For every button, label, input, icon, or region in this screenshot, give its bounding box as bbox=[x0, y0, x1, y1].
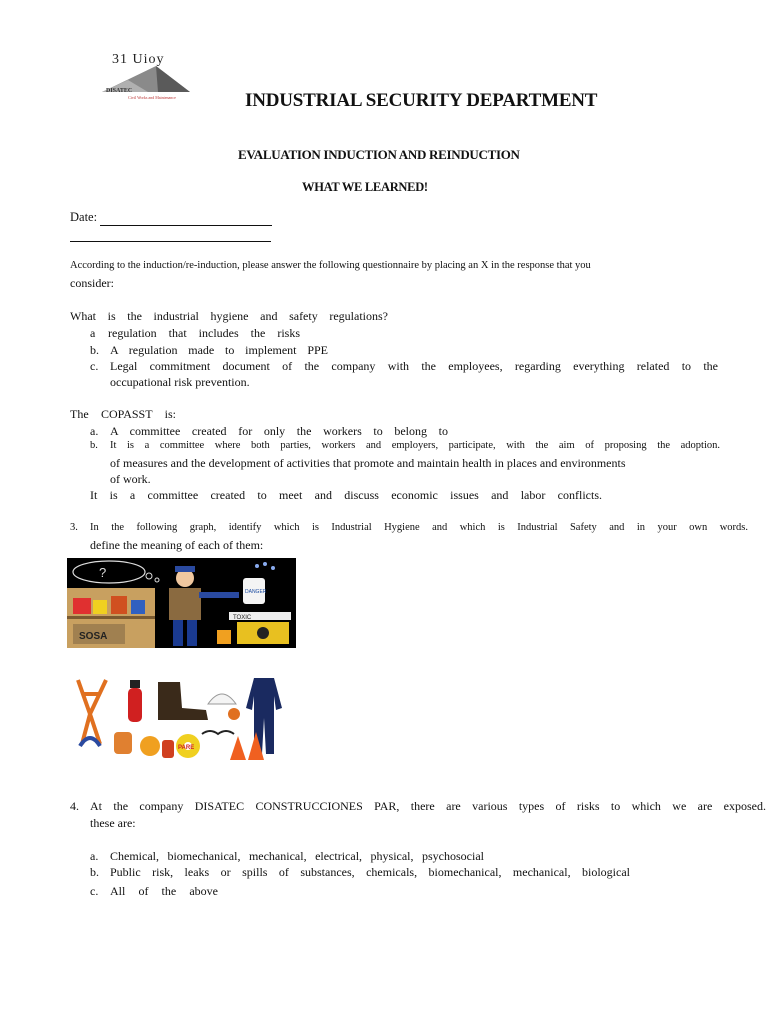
q4-number: 4. bbox=[70, 799, 79, 813]
q2-option-b-line-1[interactable]: It is a committee where both parties, workers and employers, participate, with the aim of proposing the adoption. bbox=[110, 440, 720, 451]
q4-option-b[interactable]: Public risk, leaks or spills of substances, chemicals, biomechanical, mechanical, biological bbox=[110, 865, 630, 879]
safety-ppe-illustration bbox=[70, 674, 292, 766]
logo-text: 31 Uioy bbox=[112, 52, 165, 67]
q4-line-1: At the company DISATEC CONSTRUCCIONES PAR, there are various types of risks to which we are exposed. bbox=[90, 799, 766, 813]
q2-option-c[interactable]: It is a committee created to meet and discuss economic issues and labor conflicts. bbox=[90, 488, 602, 502]
logo-brand: DISATEC bbox=[106, 88, 133, 94]
q1-option-c-line-2: occupational risk prevention. bbox=[110, 375, 250, 389]
instructions-line-1: According to the induction/re-induction, please answer the following questionnaire by placing an X in the response that you bbox=[70, 260, 591, 271]
page-subtitle: EVALUATION INDUCTION AND REINDUCTION bbox=[238, 147, 520, 162]
page-title: INDUSTRIAL SECURITY DEPARTMENT bbox=[245, 90, 598, 111]
q2-question: The COPASST is: bbox=[70, 407, 176, 421]
toxic-label: TOXIC bbox=[233, 615, 252, 621]
q2-option-a[interactable]: A committee created for only the workers to belong to bbox=[110, 424, 448, 438]
company-logo bbox=[76, 50, 214, 112]
logo-tagline: Civil Works and Maintenance bbox=[128, 95, 176, 100]
section-heading: WHAT WE LEARNED! bbox=[302, 180, 428, 194]
q4-option-a[interactable]: Chemical, biomechanical, mechanical, electrical, physical, psychosocial bbox=[110, 849, 484, 863]
hygiene-illustration bbox=[67, 558, 296, 648]
q1-c-marker[interactable]: c. bbox=[90, 359, 99, 373]
q1-b-marker[interactable]: b. bbox=[90, 343, 99, 357]
date-field-line-2[interactable] bbox=[70, 241, 271, 242]
hygiene-scene-icon bbox=[67, 558, 296, 648]
q4-c-marker[interactable]: c. bbox=[90, 884, 99, 898]
q3-line-2: define the meaning of each of them: bbox=[90, 538, 264, 552]
q1-option-c-line-1[interactable]: Legal commitment document of the company with the employees, regarding everything related to the bbox=[110, 359, 718, 373]
q4-line-2: these are: bbox=[90, 816, 136, 830]
q2-b-marker[interactable]: b. bbox=[90, 440, 98, 451]
q1-option-b[interactable]: A regulation made to implement PPE bbox=[110, 343, 328, 357]
q4-a-marker[interactable]: a. bbox=[90, 849, 99, 863]
q1-option-a[interactable]: regulation that includes the risks bbox=[108, 326, 300, 340]
sosa-label: SOSA bbox=[79, 631, 108, 642]
svg-text:?: ? bbox=[99, 565, 107, 580]
q2-option-b-line-3: of work. bbox=[110, 472, 151, 486]
q3-number: 3. bbox=[70, 522, 78, 533]
q2-option-b-line-2: of measures and the development of activities that promote and maintain health in places and environments bbox=[110, 456, 626, 470]
q1-a-marker[interactable]: a bbox=[90, 326, 96, 340]
q2-a-marker[interactable]: a. bbox=[90, 424, 99, 438]
bottle-label: DANGER bbox=[245, 589, 267, 595]
q3-line-1: In the following graph, identify which is Industrial Hygiene and which is Industrial Safety and in your own words. bbox=[90, 522, 748, 533]
tape-label: PARE bbox=[178, 745, 195, 751]
instructions-line-2: consider: bbox=[70, 276, 114, 290]
date-field-line[interactable] bbox=[100, 225, 272, 226]
date-label: Date: bbox=[70, 210, 98, 224]
q4-b-marker[interactable]: b. bbox=[90, 865, 99, 879]
ppe-scene-icon bbox=[70, 674, 292, 766]
q4-option-c[interactable]: All of the above bbox=[110, 884, 218, 898]
q1-question: What is the industrial hygiene and safety regulations? bbox=[70, 309, 388, 323]
